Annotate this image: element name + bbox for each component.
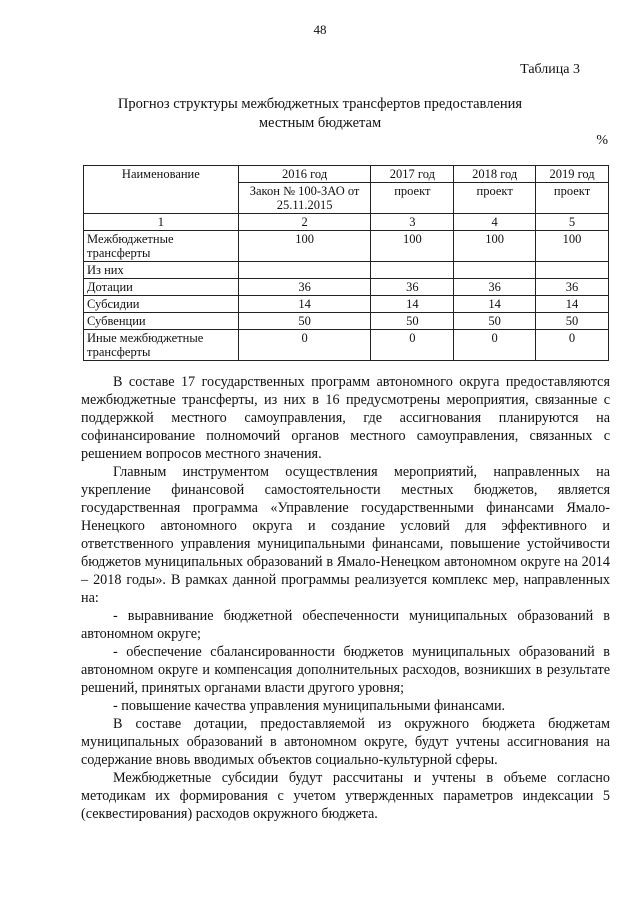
header-year-2017: 2017 год [371, 166, 454, 183]
row-value: 14 [238, 296, 371, 313]
row-label: Субсидии [84, 296, 239, 313]
header-note-2016: Закон № 100-ЗАО от 25.11.2015 [238, 183, 371, 214]
list-item: - обеспечение сбалансированности бюджетов муниципальных образований в автономном округе и компенсация дополнительных расходов, возникших в результате решений, принятых органами власти другого уровня; [81, 644, 610, 696]
row-value: 14 [454, 296, 536, 313]
body-text [81, 373, 610, 823]
row-label: Иные межбюджетные трансферты [84, 330, 239, 361]
row-label: Дотации [84, 279, 239, 296]
table-header-row [84, 166, 609, 183]
row-value: 0 [536, 330, 609, 361]
column-number-row [84, 214, 609, 231]
table-row-other-transfers [84, 330, 609, 361]
header-note-2019: проект [536, 183, 609, 214]
header-note-2018: проект [454, 183, 536, 214]
row-value: 50 [536, 313, 609, 330]
row-value: 14 [371, 296, 454, 313]
row-value: 100 [454, 231, 536, 262]
row-value: 14 [536, 296, 609, 313]
table-row-grants [84, 279, 609, 296]
table-row-subventions [84, 313, 609, 330]
row-value [454, 262, 536, 279]
header-year-2018: 2018 год [454, 166, 536, 183]
row-value: 0 [371, 330, 454, 361]
paragraph: В составе дотации, предоставляемой из окружного бюджета бюджетам муниципальных образований в автономном округе, будут учтены ассигнования на содержание вновь вводимых объектов социально-культурной сферы. [81, 716, 610, 768]
column-number: 5 [536, 214, 609, 231]
row-value: 36 [238, 279, 371, 296]
row-value: 50 [371, 313, 454, 330]
column-number: 3 [371, 214, 454, 231]
header-name-cell: Наименование [84, 166, 239, 214]
row-value: 36 [536, 279, 609, 296]
list-item: - выравнивание бюджетной обеспеченности муниципальных образований в автономном округе; [81, 608, 610, 642]
row-value [536, 262, 609, 279]
row-value: 0 [238, 330, 371, 361]
row-value: 100 [536, 231, 609, 262]
header-year-2016: 2016 год [238, 166, 371, 183]
paragraph: Межбюджетные субсидии будут рассчитаны и учтены в объеме согласно методикам их формирования с учетом утвержденных параметров индексации 5 (секвестирования) расходов окружного бюджета. [81, 770, 610, 822]
row-value: 50 [238, 313, 371, 330]
column-number: 4 [454, 214, 536, 231]
list-item: - повышение качества управления муниципальными финансами. [113, 698, 506, 714]
paragraph: Главным инструментом осуществления мероприятий, направленных на укрепление финансовой самостоятельности местных бюджетов, является государственная программа «Управление государственными финансами Ямало-Ненецкого автономного округа и создание условий для эффективного и ответственного управления муниципальными финансами, повышение устойчивости бюджетов муниципальных образований в Ямало-Ненецком автономном округе на 2014 – 2018 годы». В рамках данной программы реализуется комплекс мер, направленных на: [81, 464, 610, 606]
row-label: Межбюджетные трансферты [84, 231, 239, 262]
table-row-of-which [84, 262, 609, 279]
title-line-1: Прогноз структуры межбюджетных трансфертов предоставления [117, 96, 523, 112]
transfers-table [83, 165, 609, 361]
title-line-2: местным бюджетам [258, 115, 382, 131]
row-value: 36 [371, 279, 454, 296]
header-note-2017: проект [371, 183, 454, 214]
paragraph: В составе 17 государственных программ автономного округа предоставляются межбюджетные трансферты, из них в 16 предусмотрены мероприятия, связанные с поддержкой местного самоуправления, где ассигнования планируются на софинансирование полномочий органов местного самоуправления, связанных с решением вопросов местного значения. [81, 374, 610, 462]
row-label: Субвенции [84, 313, 239, 330]
row-value: 100 [238, 231, 371, 262]
table-row-transfers [84, 231, 609, 262]
row-value: 50 [454, 313, 536, 330]
row-value: 0 [454, 330, 536, 361]
row-value: 36 [454, 279, 536, 296]
row-value [238, 262, 371, 279]
row-value [371, 262, 454, 279]
page-number: 48 [313, 22, 327, 37]
table-label: Таблица 3 [520, 62, 580, 77]
column-number: 2 [238, 214, 371, 231]
column-number: 1 [84, 214, 239, 231]
header-year-2019: 2019 год [536, 166, 609, 183]
document-title [0, 95, 640, 133]
row-label: Из них [84, 262, 239, 279]
table-row-subsidies [84, 296, 609, 313]
row-value: 100 [371, 231, 454, 262]
unit-label: % [596, 133, 608, 148]
